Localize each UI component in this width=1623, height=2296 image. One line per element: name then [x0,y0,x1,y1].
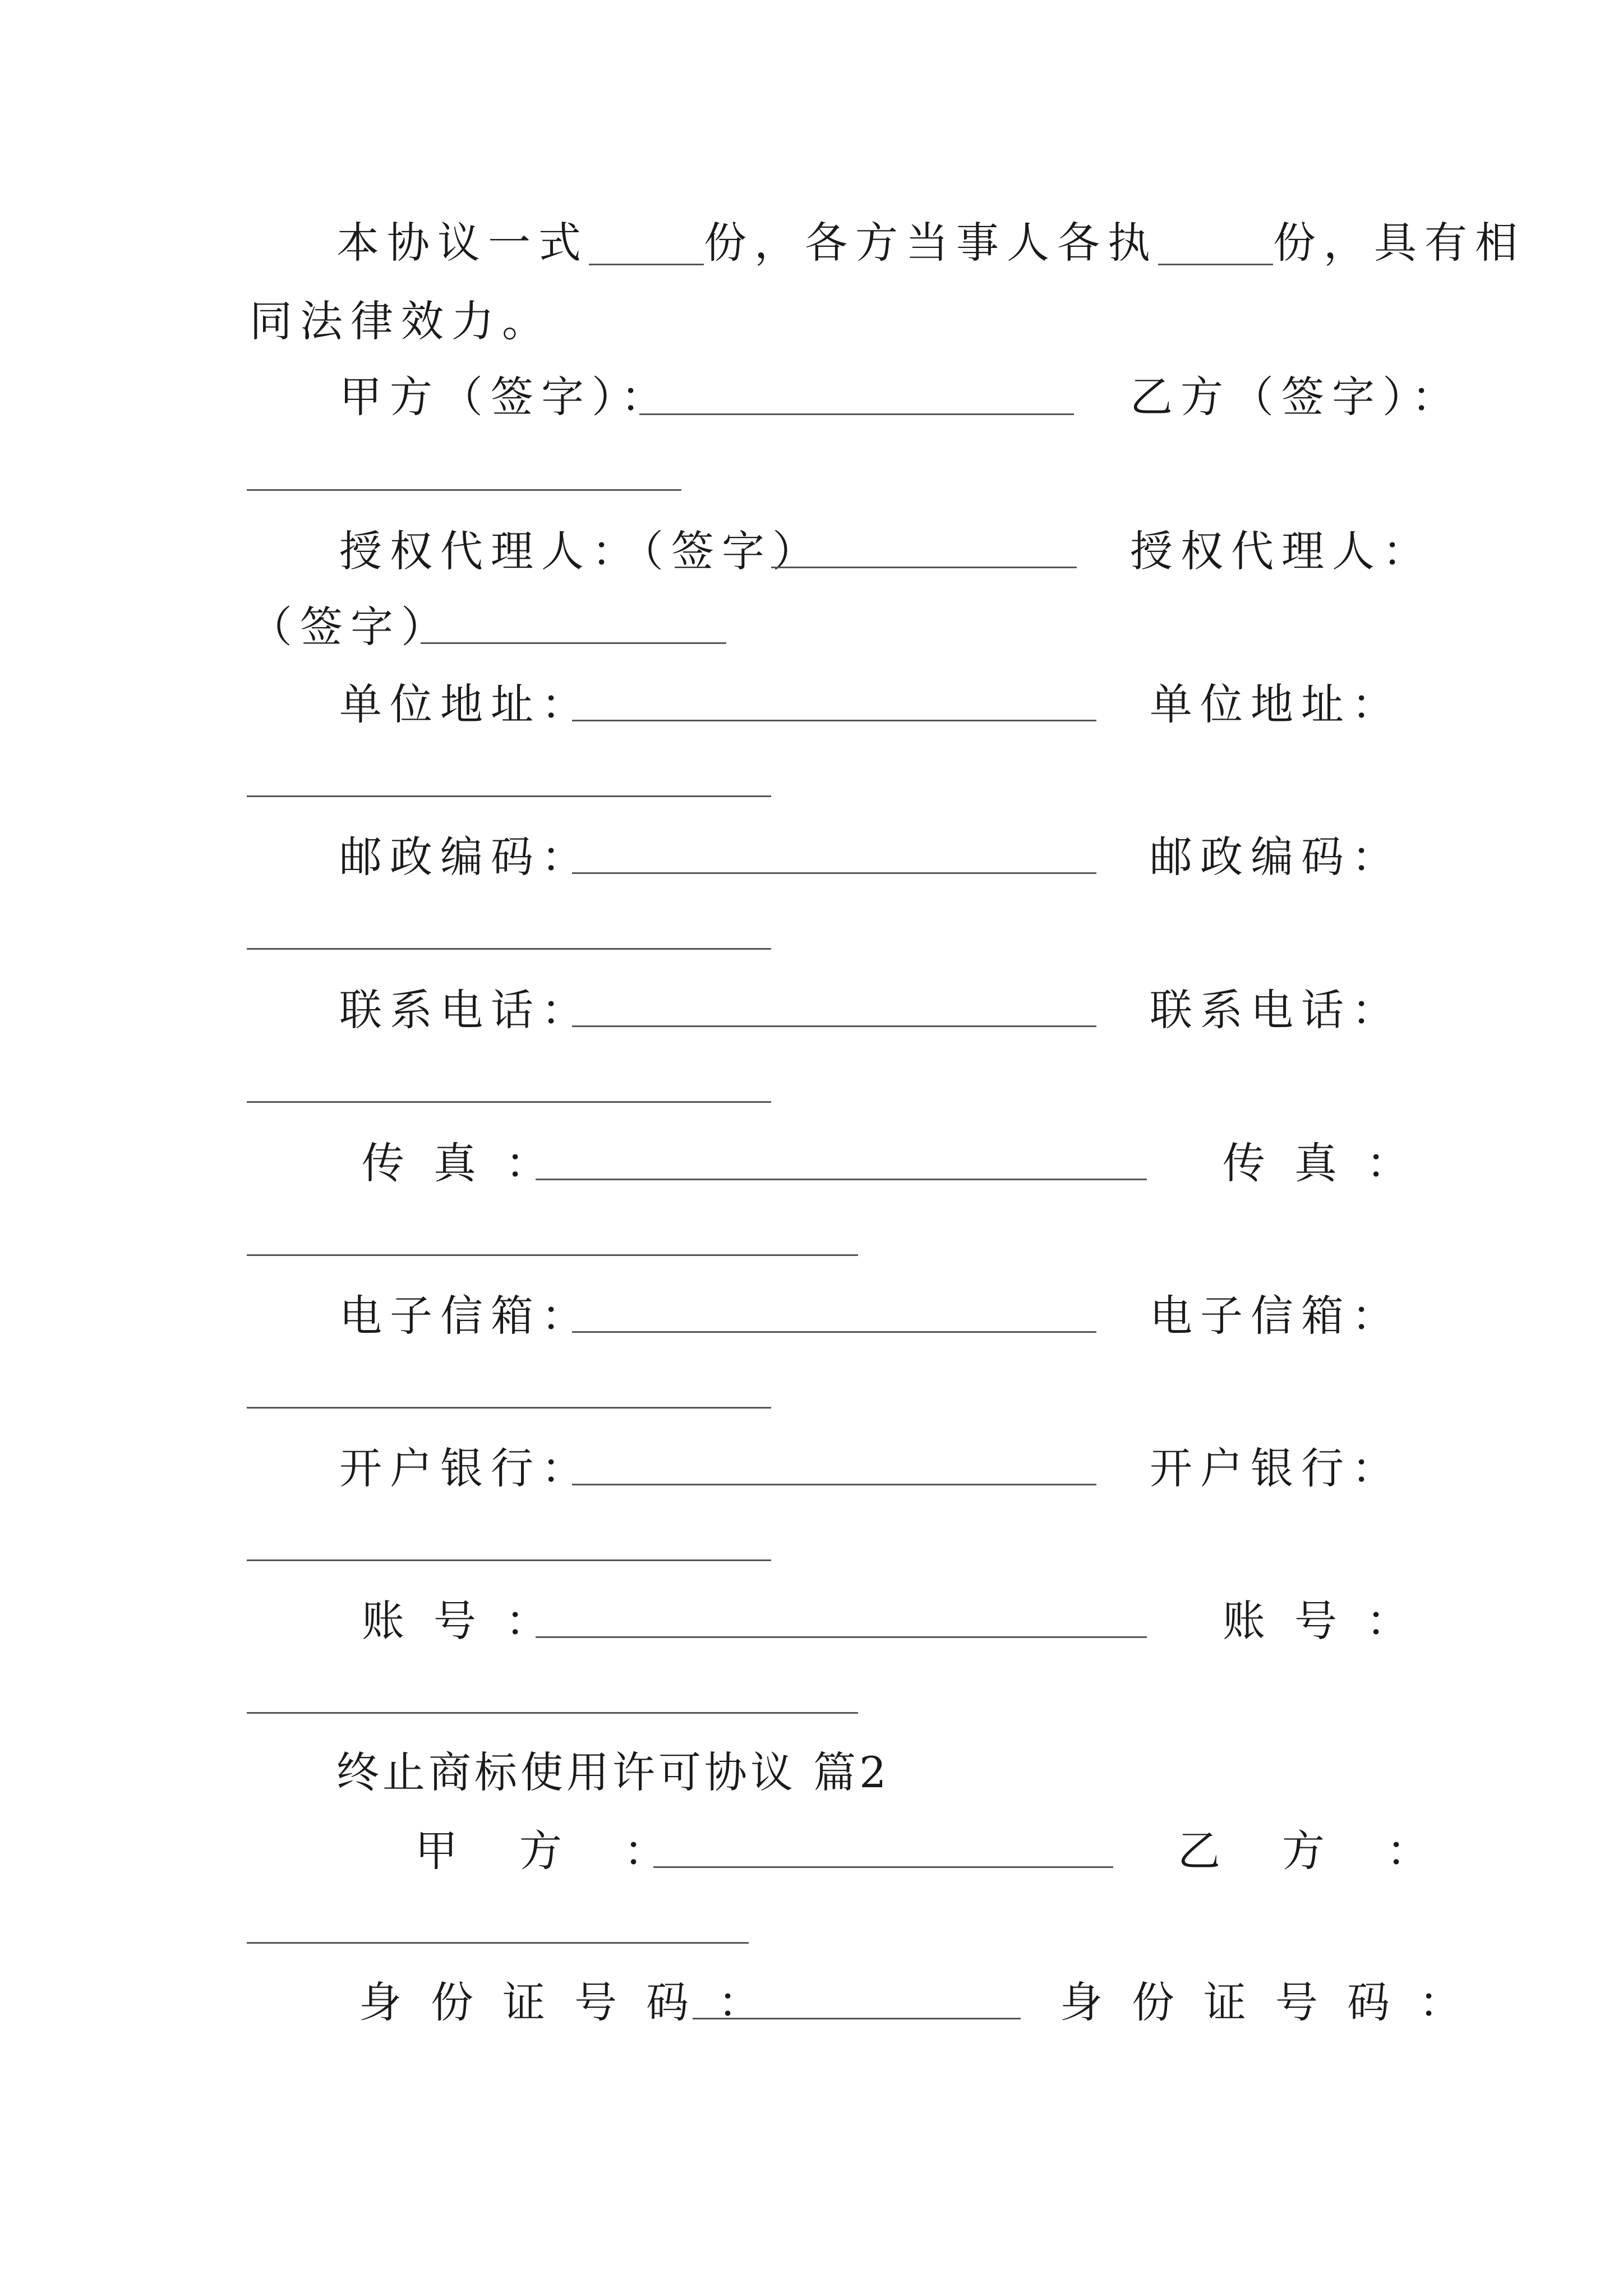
clause-text-1: 本协议一式 [336,218,589,268]
address-a-label: 单位地址： [339,679,592,729]
party-a-sign-label: 甲方（签字）： [339,372,671,422]
address-b-label: 单位地址： [1150,679,1402,729]
bank-b-line[interactable] [247,1559,771,1561]
email-a-line[interactable] [572,1331,1096,1333]
agent-b-sign-line[interactable] [421,642,726,644]
copies-each-blank[interactable] [1158,264,1273,265]
phone-b-line[interactable] [247,1101,771,1103]
agent-b-label: 授权代理人： [1130,526,1433,576]
bank-b-label: 开户银行： [1150,1443,1402,1493]
clause-text-2: 份，各方当事人各执 [704,218,1158,268]
section2-heading: 终止商标使用许可协议 篇2 [336,1747,890,1797]
party-b-sign-label: 乙方（签字）： [1130,372,1462,422]
s2-id-a-line[interactable] [693,2018,1021,2019]
copies-clause-line [336,218,1525,268]
copies-total-blank[interactable] [589,264,704,265]
phone-a-line[interactable] [572,1025,1096,1027]
phone-a-label: 联系电话： [339,985,592,1035]
bank-a-line[interactable] [572,1484,1096,1485]
agent-a-label: 授权代理人：（签字） [339,526,823,576]
fax-a-label: 传真： [362,1138,577,1188]
email-b-label: 电子信箱： [1150,1291,1402,1341]
s2-id-b-label: 身份证号码： [1060,1977,1491,2027]
s2-party-a-label: 甲方： [415,1826,728,1876]
postal-b-line[interactable] [247,948,771,950]
postal-a-label: 邮政编码： [339,832,592,882]
s2-party-b-label: 乙方： [1178,1826,1491,1876]
s2-id-a-label: 身份证号码： [359,1977,790,2027]
s2-party-a-line[interactable] [653,1866,1113,1868]
address-b-line[interactable] [247,795,771,797]
email-a-label: 电子信箱： [339,1291,592,1341]
clause-text-4: 同法律效力。 [250,296,552,346]
clause-text-3: 份，具有相 [1273,218,1525,268]
fax-b-line[interactable] [247,1254,858,1256]
account-b-label: 账号： [1223,1596,1438,1646]
phone-b-label: 联系电话： [1150,985,1402,1035]
party-a-sign-line[interactable] [639,413,1074,415]
agent-a-sign-line[interactable] [771,567,1077,568]
account-a-line[interactable] [536,1636,1147,1638]
email-b-line[interactable] [247,1407,771,1409]
agent-b-label-cont: （签字） [250,602,451,652]
postal-b-label: 邮政编码： [1150,832,1402,882]
postal-a-line[interactable] [572,872,1096,874]
s2-party-b-line[interactable] [247,1942,749,1944]
bank-a-label: 开户银行： [339,1443,592,1493]
party-b-sign-line[interactable] [247,489,681,491]
account-b-line[interactable] [247,1712,858,1714]
account-a-label: 账号： [362,1596,577,1646]
fax-a-line[interactable] [536,1179,1147,1180]
address-a-line[interactable] [572,720,1096,721]
fax-b-label: 传真： [1223,1138,1438,1188]
